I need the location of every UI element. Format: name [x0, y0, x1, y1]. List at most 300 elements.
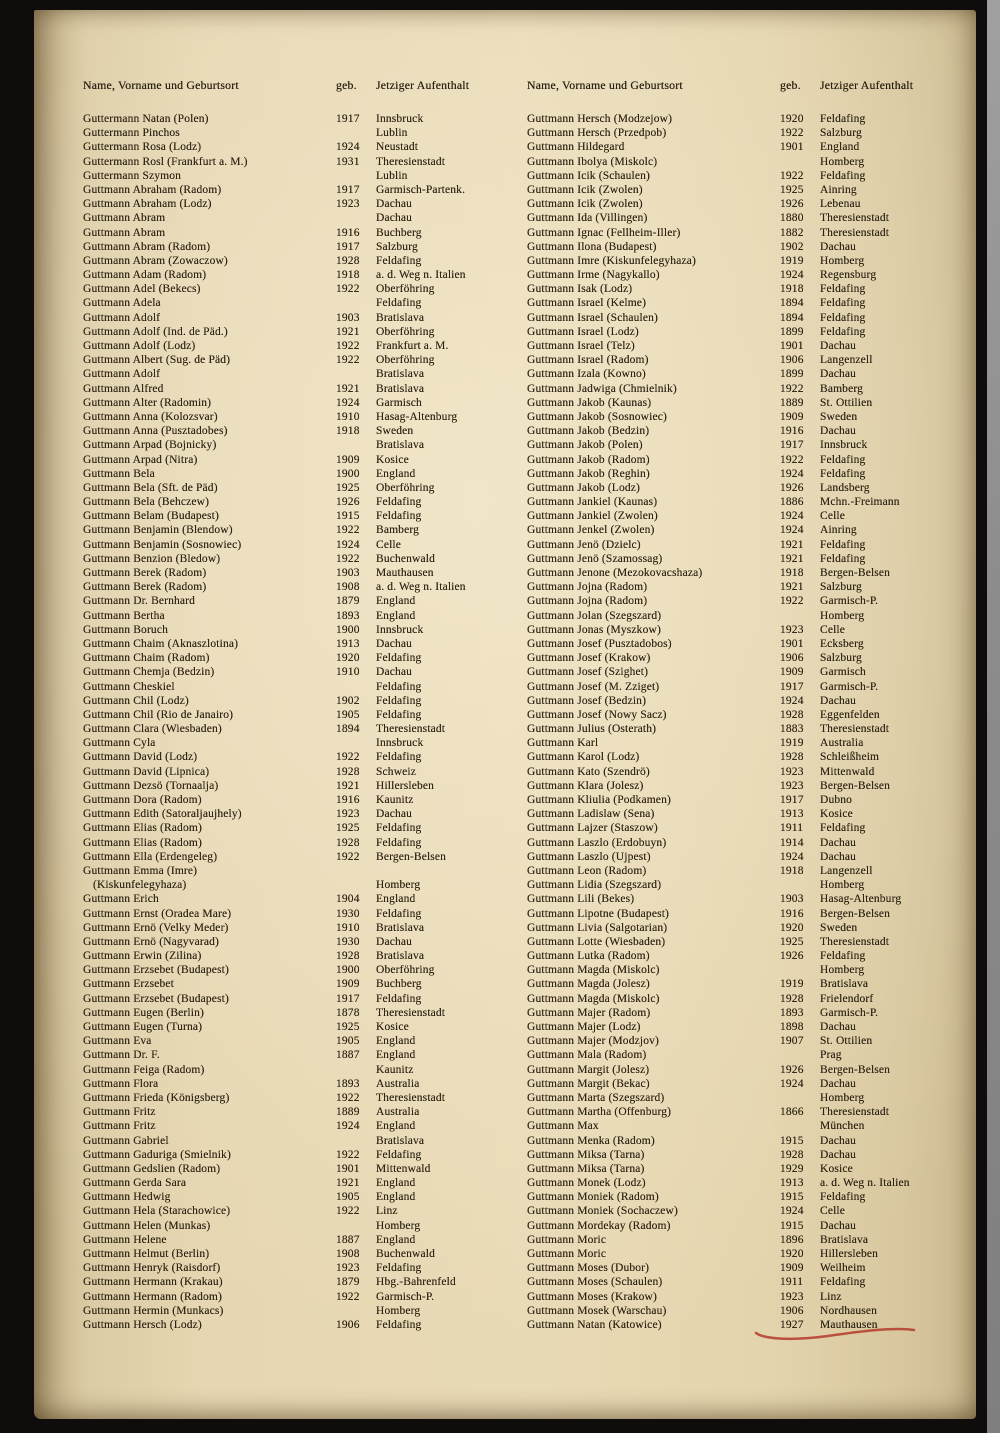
table-row — [527, 694, 971, 708]
entry-name: Guttmann Frieda (Königsberg) — [83, 1091, 230, 1104]
entry-aufenthalt: Innsbruck — [376, 623, 424, 636]
entry-aufenthalt: Kaunitz — [376, 794, 414, 806]
entry-aufenthalt: Garmisch — [376, 396, 422, 409]
entry-name: Guttmann Eva — [83, 1035, 152, 1048]
table-row — [527, 977, 971, 991]
entry-name: Guttmann Erzsebet (Budapest) — [83, 992, 229, 1005]
entry-aufenthalt: Frankfurt a. M. — [376, 340, 449, 352]
entry-name: Guttermann Pinchos — [83, 127, 180, 140]
entry-aufenthalt: Dachau — [820, 1021, 857, 1033]
entry-aufenthalt: Garmisch — [820, 666, 866, 679]
entry-aufenthalt: Bratislava — [376, 368, 425, 381]
entry-name: Guttmann Boruch — [83, 623, 168, 636]
entry-geb: 1908 — [336, 581, 360, 594]
entry-aufenthalt: Bamberg — [376, 524, 419, 537]
entry-name: Guttmann Adolf — [83, 311, 161, 324]
table-row — [527, 112, 971, 126]
entry-geb: 1925 — [336, 481, 360, 494]
entry-geb: 1925 — [780, 935, 804, 948]
entry-name: Guttmann Max — [527, 1120, 599, 1133]
table-row — [527, 836, 971, 850]
entry-aufenthalt: Dachau — [820, 1219, 857, 1232]
entry-name: Guttmann Klara (Jolesz) — [527, 779, 644, 792]
entry-name: Guttmann Isak (Lodz) — [527, 283, 633, 296]
column-right-header — [527, 78, 971, 92]
entry-name: Guttmann Jenkel (Zwolen) — [527, 524, 655, 537]
entry-aufenthalt: Salzburg — [820, 127, 862, 140]
entry-geb: 1922 — [336, 751, 360, 764]
table-row — [527, 311, 971, 325]
entry-aufenthalt: Dachau — [820, 425, 857, 438]
entry-name: Guttmann Karl — [527, 737, 599, 750]
entry-geb — [336, 736, 376, 750]
entry-name: Guttmann Jakob (Lodz) — [527, 481, 641, 494]
entry-aufenthalt: Buchberg — [376, 978, 422, 991]
table-row — [527, 793, 971, 807]
entry-aufenthalt: Feldafing — [376, 254, 422, 267]
entry-name: Guttmann Jakob (Reghin) — [527, 467, 650, 480]
entry-geb: 1921 — [780, 538, 804, 551]
entry-aufenthalt: Oberföhring — [376, 354, 435, 367]
table-row — [83, 1219, 527, 1233]
entry-name: Guttmann Ilona (Budapest) — [527, 240, 657, 253]
table-row — [527, 1290, 971, 1304]
entry-aufenthalt: Theresienstadt — [376, 1091, 446, 1104]
table-row — [527, 1190, 971, 1204]
table-row — [527, 1261, 971, 1275]
table-row — [83, 339, 527, 353]
table-row — [527, 580, 971, 594]
entry-name: Guttmann Emma (Imre) — [83, 864, 198, 877]
table-row — [527, 892, 971, 906]
table-row — [83, 580, 527, 594]
entry-geb: 1922 — [336, 552, 360, 565]
table-row — [527, 1077, 971, 1091]
entry-geb: 1917 — [780, 680, 804, 693]
entry-geb — [336, 1134, 376, 1148]
entry-aufenthalt: Bratislava — [376, 1134, 425, 1147]
entry-name: Guttmann Belam (Budapest) — [83, 510, 219, 523]
table-row — [527, 1318, 971, 1332]
entry-aufenthalt: München — [820, 1120, 865, 1133]
entry-name: Guttmann Abraham (Lodz) — [83, 198, 212, 211]
entry-geb — [336, 1304, 376, 1318]
entry-aufenthalt: Feldafing — [376, 907, 422, 920]
entry-aufenthalt: Dachau — [820, 1134, 857, 1147]
table-row — [527, 126, 971, 140]
entry-aufenthalt: Feldafing — [820, 169, 866, 182]
entry-geb: 1909 — [336, 453, 360, 466]
entry-name: Guttmann Israel (Radom) — [527, 354, 649, 367]
entry-name: Guttmann Edith (Satoraljaujhely) — [83, 808, 242, 821]
entry-aufenthalt: Homberg — [820, 155, 865, 168]
entry-aufenthalt: a. d. Weg n. Italien — [820, 1177, 910, 1190]
entry-geb: 1880 — [780, 212, 804, 225]
table-row — [83, 155, 527, 169]
entry-name: Guttmann Josef (Szighet) — [527, 666, 649, 679]
entry-geb: 1915 — [780, 1191, 804, 1204]
entry-name: Guttmann Laszlo (Ujpest) — [527, 850, 651, 863]
table-row — [83, 921, 527, 935]
entry-aufenthalt: Garmisch-P. — [820, 1006, 879, 1019]
entry-name: Guttmann Miksa (Tarna) — [527, 1162, 645, 1175]
entry-geb: 1928 — [780, 708, 804, 721]
entry-geb: 1866 — [780, 1106, 804, 1119]
entry-name: Guttmann Jadwiga (Chmielnik) — [527, 382, 677, 395]
entry-aufenthalt: Dachau — [820, 694, 857, 707]
entry-geb: 1915 — [336, 510, 360, 523]
entry-geb: 1923 — [780, 765, 804, 778]
entry-geb: 1927 — [780, 1318, 804, 1331]
entry-name: Guttmann Alfred — [83, 382, 164, 395]
entry-geb: 1887 — [336, 1233, 360, 1246]
header-aufenthalt-label: Jetziger Aufenthalt — [820, 78, 914, 92]
table-row — [83, 1318, 527, 1332]
entry-geb: 1922 — [336, 354, 360, 367]
entry-geb: 1922 — [336, 1205, 360, 1218]
entry-name: Guttmann Kliulia (Podkamen) — [527, 794, 671, 806]
entry-aufenthalt: Feldafing — [820, 453, 866, 466]
entry-geb: 1928 — [780, 992, 804, 1005]
entry-name: Guttmann Lili (Bekes) — [527, 893, 635, 906]
table-row — [83, 353, 527, 367]
entry-geb: 1919 — [780, 737, 804, 750]
entry-name: Guttmann Ernst (Oradea Mare) — [83, 907, 232, 920]
table-row — [527, 935, 971, 949]
entry-aufenthalt: Innsbruck — [820, 439, 868, 452]
entry-aufenthalt: Prag — [820, 1049, 842, 1062]
entry-aufenthalt: Bergen-Belsen — [820, 907, 891, 920]
entry-geb: 1928 — [780, 1148, 804, 1161]
entry-name: Guttmann Jenö (Dzielc) — [527, 538, 641, 551]
entry-aufenthalt: Kosice — [376, 1021, 409, 1033]
entry-geb: 1911 — [780, 1276, 804, 1289]
table-row — [83, 1233, 527, 1247]
entry-name: Guttmann Helmut (Berlin) — [83, 1248, 210, 1260]
entry-geb: 1922 — [336, 340, 360, 352]
entry-name: Guttmann Dora (Radom) — [83, 794, 202, 806]
table-row — [527, 665, 971, 679]
entry-geb: 1887 — [336, 1049, 360, 1062]
table-row — [527, 1247, 971, 1261]
entry-name: Guttmann Gedslien (Radom) — [83, 1162, 221, 1175]
entry-aufenthalt: a. d. Weg n. Italien — [376, 269, 466, 282]
entry-geb — [336, 211, 376, 225]
entry-aufenthalt: Innsbruck — [376, 113, 424, 125]
entry-geb: 1922 — [336, 1148, 360, 1161]
table-row — [83, 552, 527, 566]
header-aufenthalt-label: Jetziger Aufenthalt — [376, 78, 470, 92]
entry-geb: 1909 — [336, 978, 360, 991]
table-row — [83, 1048, 527, 1062]
table-row — [83, 438, 527, 452]
entry-aufenthalt: Lebenau — [820, 198, 861, 211]
entry-aufenthalt: Hillersleben — [820, 1248, 879, 1260]
table-row — [83, 609, 527, 623]
entry-aufenthalt: Feldafing — [820, 538, 866, 551]
entry-name: Guttmann Ignac (Fellheim-Iller) — [527, 226, 681, 239]
entry-aufenthalt: Theresienstadt — [820, 1106, 890, 1119]
entry-name: Guttmann Magda (Jolesz) — [527, 978, 650, 991]
entry-name: Guttmann Chaim (Radom) — [83, 652, 210, 665]
entry-name: Guttmann Eugen (Turna) — [83, 1021, 203, 1033]
entry-geb: 1928 — [336, 254, 360, 267]
table-row — [83, 836, 527, 850]
entry-aufenthalt: Kosice — [820, 1162, 853, 1175]
entry-geb: 1931 — [336, 155, 360, 168]
entry-name: Guttmann Adel (Bekecs) — [83, 283, 201, 296]
table-row — [527, 1034, 971, 1048]
entry-geb: 1916 — [780, 425, 804, 438]
entry-aufenthalt: Kosice — [376, 453, 409, 466]
table-row — [83, 523, 527, 537]
table-row — [83, 779, 527, 793]
entry-geb: 1928 — [336, 836, 360, 849]
entry-geb: 1901 — [336, 1162, 360, 1175]
entry-geb: 1901 — [780, 637, 804, 650]
entry-aufenthalt: Homberg — [820, 1091, 865, 1104]
entry-name: Guttmann Miksa (Tarna) — [527, 1148, 645, 1161]
entry-name: Guttmann Jojna (Radom) — [527, 595, 648, 608]
entry-geb: 1923 — [780, 623, 804, 636]
entry-name: Guttmann Arpad (Bojnicky) — [83, 439, 217, 452]
entry-name: Guttmann Martha (Offenburg) — [527, 1106, 672, 1119]
entry-name: Guttmann Icik (Schaulen) — [527, 169, 651, 182]
entry-geb: 1893 — [336, 1077, 360, 1090]
entry-geb: 1909 — [780, 666, 804, 679]
entry-name: Guttmann Helene — [83, 1233, 167, 1246]
entry-geb: 1915 — [780, 1134, 804, 1147]
entry-name: Guttmann Ibolya (Miskolc) — [527, 155, 658, 168]
entry-name: Guttmann Abram (Radom) — [83, 240, 211, 253]
table-row — [83, 1091, 527, 1105]
table-row — [83, 211, 527, 225]
entry-aufenthalt: Hillersleben — [376, 779, 435, 792]
entry-geb: 1926 — [780, 481, 804, 494]
table-row — [527, 623, 971, 637]
entry-name: Guttmann Erzsebet — [83, 978, 175, 991]
entry-aufenthalt: Feldafing — [820, 311, 866, 324]
table-row — [527, 1063, 971, 1077]
entry-name: Guttmann Anna (Pusztadobes) — [83, 425, 228, 438]
entry-geb: 1922 — [780, 169, 804, 182]
table-row — [527, 424, 971, 438]
entry-name: Guttmann Anna (Kolozsvar) — [83, 410, 218, 423]
table-row — [527, 197, 971, 211]
entry-geb: 1920 — [336, 652, 360, 665]
table-row — [527, 523, 971, 537]
entry-name: Guttmann Hersch (Przedpob) — [527, 127, 667, 140]
entry-name: Guttmann Dr. Bernhard — [83, 595, 196, 608]
table-row — [83, 453, 527, 467]
entry-name: Guttmann Jenö (Szamossag) — [527, 552, 663, 565]
entry-name: Guttmann Cyla — [83, 737, 156, 750]
entry-aufenthalt: Innsbruck — [376, 737, 424, 750]
table-row — [527, 1105, 971, 1119]
entry-geb: 1923 — [336, 1262, 360, 1275]
entry-name: Guttmann Natan (Katowice) — [527, 1318, 662, 1331]
entry-aufenthalt: Feldafing — [376, 751, 422, 764]
entry-geb: 1904 — [336, 893, 360, 906]
entry-aufenthalt: Garmisch-Partenk. — [376, 183, 466, 196]
header-name-label: Name, Vorname und Geburtsort — [527, 78, 683, 92]
entry-name: Guttmann Bertha — [83, 609, 165, 622]
table-row — [527, 963, 971, 977]
entry-geb: 1920 — [780, 113, 804, 125]
entry-name: Guttmann Ernö (Nagyvarad) — [83, 935, 219, 948]
entry-geb: 1913 — [780, 808, 804, 821]
table-row — [83, 126, 527, 140]
entry-aufenthalt: Feldafing — [376, 1148, 422, 1161]
table-row — [527, 268, 971, 282]
entry-aufenthalt: Dubno — [820, 794, 853, 806]
entry-geb: 1923 — [780, 779, 804, 792]
entry-name: Guttmann Helen (Munkas) — [83, 1219, 211, 1232]
entry-geb: 1900 — [336, 623, 360, 636]
table-row — [83, 226, 527, 240]
table-row — [83, 424, 527, 438]
table-row — [83, 708, 527, 722]
entry-name: Guttmann Israel (Kelme) — [527, 297, 647, 310]
table-row — [83, 566, 527, 580]
table-row — [83, 1063, 527, 1077]
entry-name: Guttmann Marta (Szegszard) — [527, 1091, 665, 1104]
entry-name: Guttmann Arpad (Nitra) — [83, 453, 198, 466]
table-row — [83, 197, 527, 211]
entry-geb — [336, 296, 376, 310]
entry-geb: 1918 — [336, 269, 360, 282]
table-row — [527, 850, 971, 864]
entry-name: Guttmann Josef (M. Zziget) — [527, 680, 660, 693]
entry-name: Guttmann Imre (Kiskunfelegyhaza) — [527, 254, 696, 267]
entry-name: Guttmann Ernö (Velky Meder) — [83, 921, 229, 934]
entry-geb: 1926 — [336, 496, 360, 509]
header-geb-label: geb. — [336, 78, 357, 92]
entry-geb: 1922 — [780, 453, 804, 466]
table-row — [527, 495, 971, 509]
entry-geb: 1893 — [336, 609, 360, 622]
entry-geb: 1924 — [780, 1205, 804, 1218]
table-row — [83, 1176, 527, 1190]
entry-geb — [780, 1091, 820, 1105]
entry-geb: 1901 — [780, 340, 804, 352]
entry-name: Guttmann Chil (Lodz) — [83, 694, 189, 707]
entry-aufenthalt: Kosice — [820, 808, 853, 821]
entry-name: Guttmann Moses (Schaulen) — [527, 1276, 663, 1289]
entry-aufenthalt: Mittenwald — [376, 1162, 431, 1175]
entry-geb: 1924 — [780, 1077, 804, 1090]
entry-geb — [336, 878, 376, 892]
table-row — [527, 254, 971, 268]
entry-geb: 1917 — [336, 113, 360, 125]
entry-geb: 1924 — [780, 510, 804, 523]
entry-aufenthalt: England — [376, 595, 416, 608]
entry-geb: 1899 — [780, 325, 804, 338]
table-row — [83, 282, 527, 296]
entry-aufenthalt: Landsberg — [820, 481, 870, 494]
entry-aufenthalt: Theresienstadt — [376, 723, 446, 736]
table-row — [527, 651, 971, 665]
entry-name: Guttmann Lotte (Wiesbaden) — [527, 935, 666, 948]
entry-name: Guttmann Lidia (Szegszard) — [527, 879, 662, 892]
entry-aufenthalt: Celle — [820, 1205, 846, 1218]
table-row — [527, 750, 971, 764]
table-row — [527, 594, 971, 608]
entry-geb: 1914 — [780, 836, 804, 849]
table-row — [83, 665, 527, 679]
entry-geb: 1929 — [780, 1162, 804, 1175]
entry-aufenthalt: Homberg — [376, 879, 421, 892]
entry-geb: 1921 — [780, 581, 804, 594]
table-row — [527, 410, 971, 424]
entry-aufenthalt: Dachau — [820, 836, 857, 849]
entry-geb: 1910 — [336, 666, 360, 679]
entry-aufenthalt: Mauthausen — [820, 1318, 878, 1331]
entry-aufenthalt: England — [376, 893, 416, 906]
entry-aufenthalt: Feldafing — [376, 708, 422, 721]
entry-name: Guttmann Cheskiel — [83, 680, 175, 693]
entry-geb: 1917 — [780, 794, 804, 806]
entry-geb: 1919 — [780, 254, 804, 267]
entry-aufenthalt: Sweden — [820, 410, 858, 423]
table-row — [527, 211, 971, 225]
entry-aufenthalt: Theresienstadt — [820, 935, 890, 948]
entry-geb: 1921 — [336, 382, 360, 395]
entry-name: Guttmann Adolf — [83, 368, 161, 381]
entry-aufenthalt: Bratislava — [376, 921, 425, 934]
entry-name: Guttmann Abram — [83, 226, 166, 239]
entry-geb: 1924 — [336, 396, 360, 409]
table-row — [527, 680, 971, 694]
entry-geb: 1889 — [336, 1106, 360, 1119]
table-row — [83, 296, 527, 310]
entry-aufenthalt: Salzburg — [376, 240, 418, 253]
entry-geb: 1905 — [336, 1191, 360, 1204]
entry-geb: 1921 — [336, 325, 360, 338]
entry-aufenthalt: Feldafing — [376, 694, 422, 707]
table-row — [527, 1091, 971, 1105]
entry-geb — [780, 1119, 820, 1133]
entry-aufenthalt: Homberg — [820, 609, 865, 622]
entry-geb: 1913 — [780, 1177, 804, 1190]
entry-geb: 1878 — [336, 1006, 360, 1019]
table-row — [527, 949, 971, 963]
entry-aufenthalt: Feldafing — [376, 822, 422, 835]
entry-name: Guttmann Hersch (Modzejow) — [527, 113, 673, 125]
entry-aufenthalt: Sweden — [820, 921, 858, 934]
table-row — [83, 325, 527, 339]
entry-geb: 1907 — [780, 1035, 804, 1048]
table-row — [83, 694, 527, 708]
entry-geb: 1925 — [336, 1021, 360, 1033]
entry-geb — [336, 169, 376, 183]
entry-geb: 1924 — [780, 524, 804, 537]
entry-geb: 1924 — [780, 850, 804, 863]
entry-geb — [336, 438, 376, 452]
entry-name: Guttmann Flora — [83, 1077, 159, 1090]
entry-aufenthalt: Feldafing — [376, 496, 422, 509]
entry-geb: 1894 — [780, 311, 804, 324]
entry-name: Guttmann Chemja (Bedzin) — [83, 666, 215, 679]
entry-name: Guttmann Dezsö (Tornaalja) — [83, 779, 219, 792]
table-row — [83, 1148, 527, 1162]
entry-geb: 1886 — [780, 496, 804, 509]
entry-aufenthalt: Feldafing — [820, 552, 866, 565]
entry-geb: 1917 — [336, 240, 360, 253]
table-row — [83, 410, 527, 424]
entry-aufenthalt: Nordhausen — [820, 1304, 878, 1317]
entry-aufenthalt: Feldafing — [376, 836, 422, 849]
